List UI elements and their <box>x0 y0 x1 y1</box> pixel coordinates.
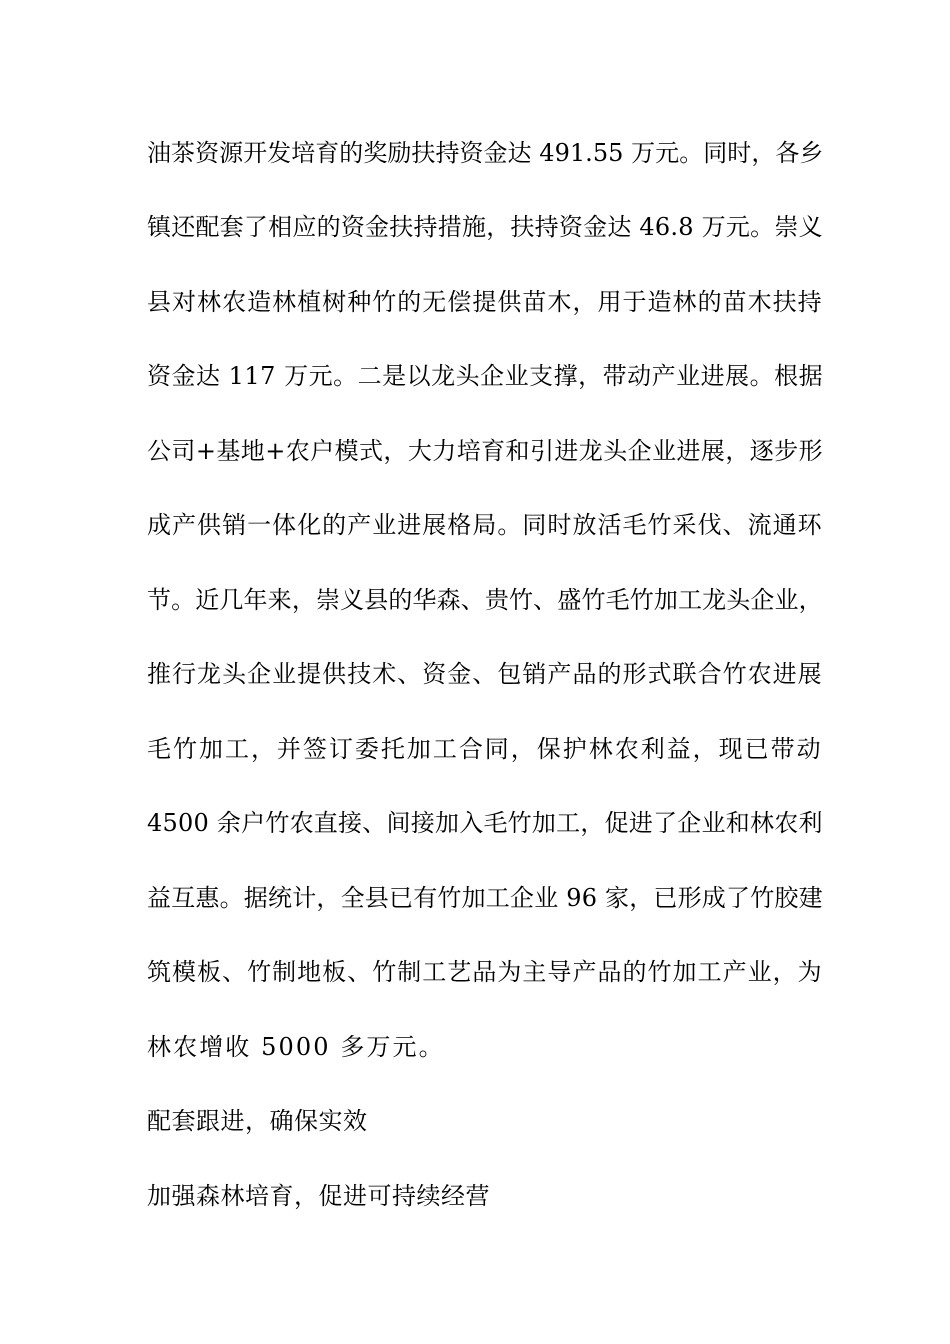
subsection-heading: 加强森林培育，促进可持续经营 <box>147 1182 490 1210</box>
paragraph-line: 资金达 117 万元。二是以龙头企业支撑，带动产业进展。根据 <box>147 362 824 390</box>
paragraph-line: 益互惠。据统计，全县已有竹加工企业 96 家，已形成了竹胶建 <box>147 884 823 912</box>
paragraph-line: 毛竹加工，并签订委托加工合同，保护林农利益，现已带动 <box>147 735 823 763</box>
paragraph-line: 成产供销一体化的产业进展格局。同时放活毛竹采伐、流通环 <box>147 511 823 539</box>
section-heading: 配套跟进，确保实效 <box>147 1107 368 1135</box>
paragraph-line: 节。近几年来，崇义县的华森、贵竹、盛竹毛竹加工龙头企业， <box>147 586 823 614</box>
paragraph-line: 油茶资源开发培育的奖励扶持资金达 491.55 万元。同时，各乡 <box>147 139 824 167</box>
paragraph-line: 镇还配套了相应的资金扶持措施，扶持资金达 46.8 万元。崇义 <box>147 213 823 241</box>
paragraph-line: 林农增收 5000 多万元。 <box>147 1033 445 1061</box>
paragraph-line: 筑模板、竹制地板、竹制工艺品为主导产品的竹加工产业，为 <box>147 958 823 986</box>
paragraph-line: 公司+基地+农户模式，大力培育和引进龙头企业进展，逐步形 <box>147 437 824 465</box>
paragraph-line: 县对林农造林植树种竹的无偿提供苗木，用于造林的苗木扶持 <box>147 288 823 316</box>
paragraph-line: 4500 余户竹农直接、间接加入毛竹加工，促进了企业和林农利 <box>147 809 823 837</box>
paragraph-line: 推行龙头企业提供技术、资金、包销产品的形式联合竹农进展 <box>147 660 823 688</box>
